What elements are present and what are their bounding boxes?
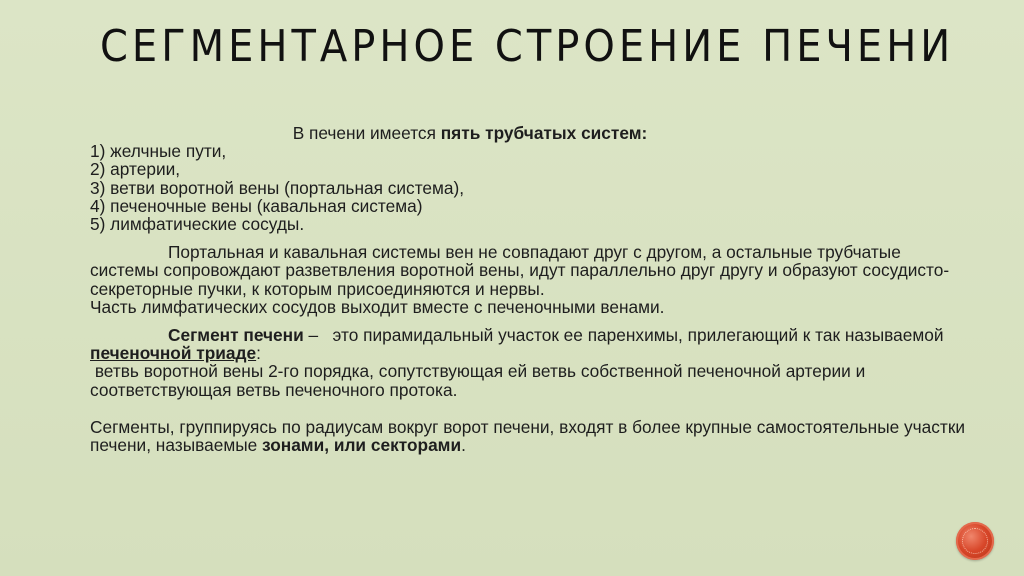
paragraph-segment xyxy=(90,326,970,362)
system-item-5: 5) лимфатические сосуды. xyxy=(90,214,305,235)
paragraph-veins: Портальная и кавальная системы вен не совпадают друг с другом, а остальные трубчатые системы сопровождают разветвления воротной вены, идут параллельно друг другу и образуют сосудисто-секреторные пучки, к которым присоединяются и нервы. xyxy=(90,242,950,299)
decorative-circle-emblem xyxy=(956,522,994,560)
paragraph-segment-contents: ветвь воротной вены 2-го порядка, сопутствующая ей ветвь собственной печеночной артерии и соответствующая ветвь печеночного протока. xyxy=(90,361,871,400)
system-item-1: 1) желчные пути, xyxy=(90,141,227,162)
system-item-3: 3) ветви воротной вены (портальная система), xyxy=(90,177,465,198)
sectors-bold: зонами, или секторами xyxy=(262,435,462,456)
paragraph-lymph: Часть лимфатических сосудов выходит вместе с печеночными венами. xyxy=(90,296,665,317)
sectors-end: . xyxy=(461,435,466,456)
intro-bold: пять трубчатых систем: xyxy=(440,123,648,143)
slide-title: СЕГМЕНТАРНОЕ СТРОЕНИЕ ПЕЧЕНИ xyxy=(100,22,955,72)
system-item-2: 2) артерии, xyxy=(90,159,181,180)
intro-prefix: В печени имеется xyxy=(292,123,441,143)
spacer xyxy=(90,399,970,418)
hepatic-triad-link[interactable]: печеночной триаде xyxy=(90,343,257,364)
paragraph-sectors xyxy=(90,418,970,454)
segment-colon: : xyxy=(256,343,261,364)
segment-text: это пирамидальный участок ее паренхимы, прилегающий к так называемой xyxy=(332,325,944,346)
segment-dash: – xyxy=(303,325,333,346)
system-item-4: 4) печеночные вены (кавальная система) xyxy=(90,195,423,216)
segment-term: Сегмент печени xyxy=(168,325,304,346)
slide-body xyxy=(90,124,970,454)
intro-line xyxy=(90,124,970,142)
sectors-text: Сегменты, группируясь по радиусам вокруг ворот печени, входят в более крупные самостоятельные участки печени, называемые xyxy=(90,416,966,456)
